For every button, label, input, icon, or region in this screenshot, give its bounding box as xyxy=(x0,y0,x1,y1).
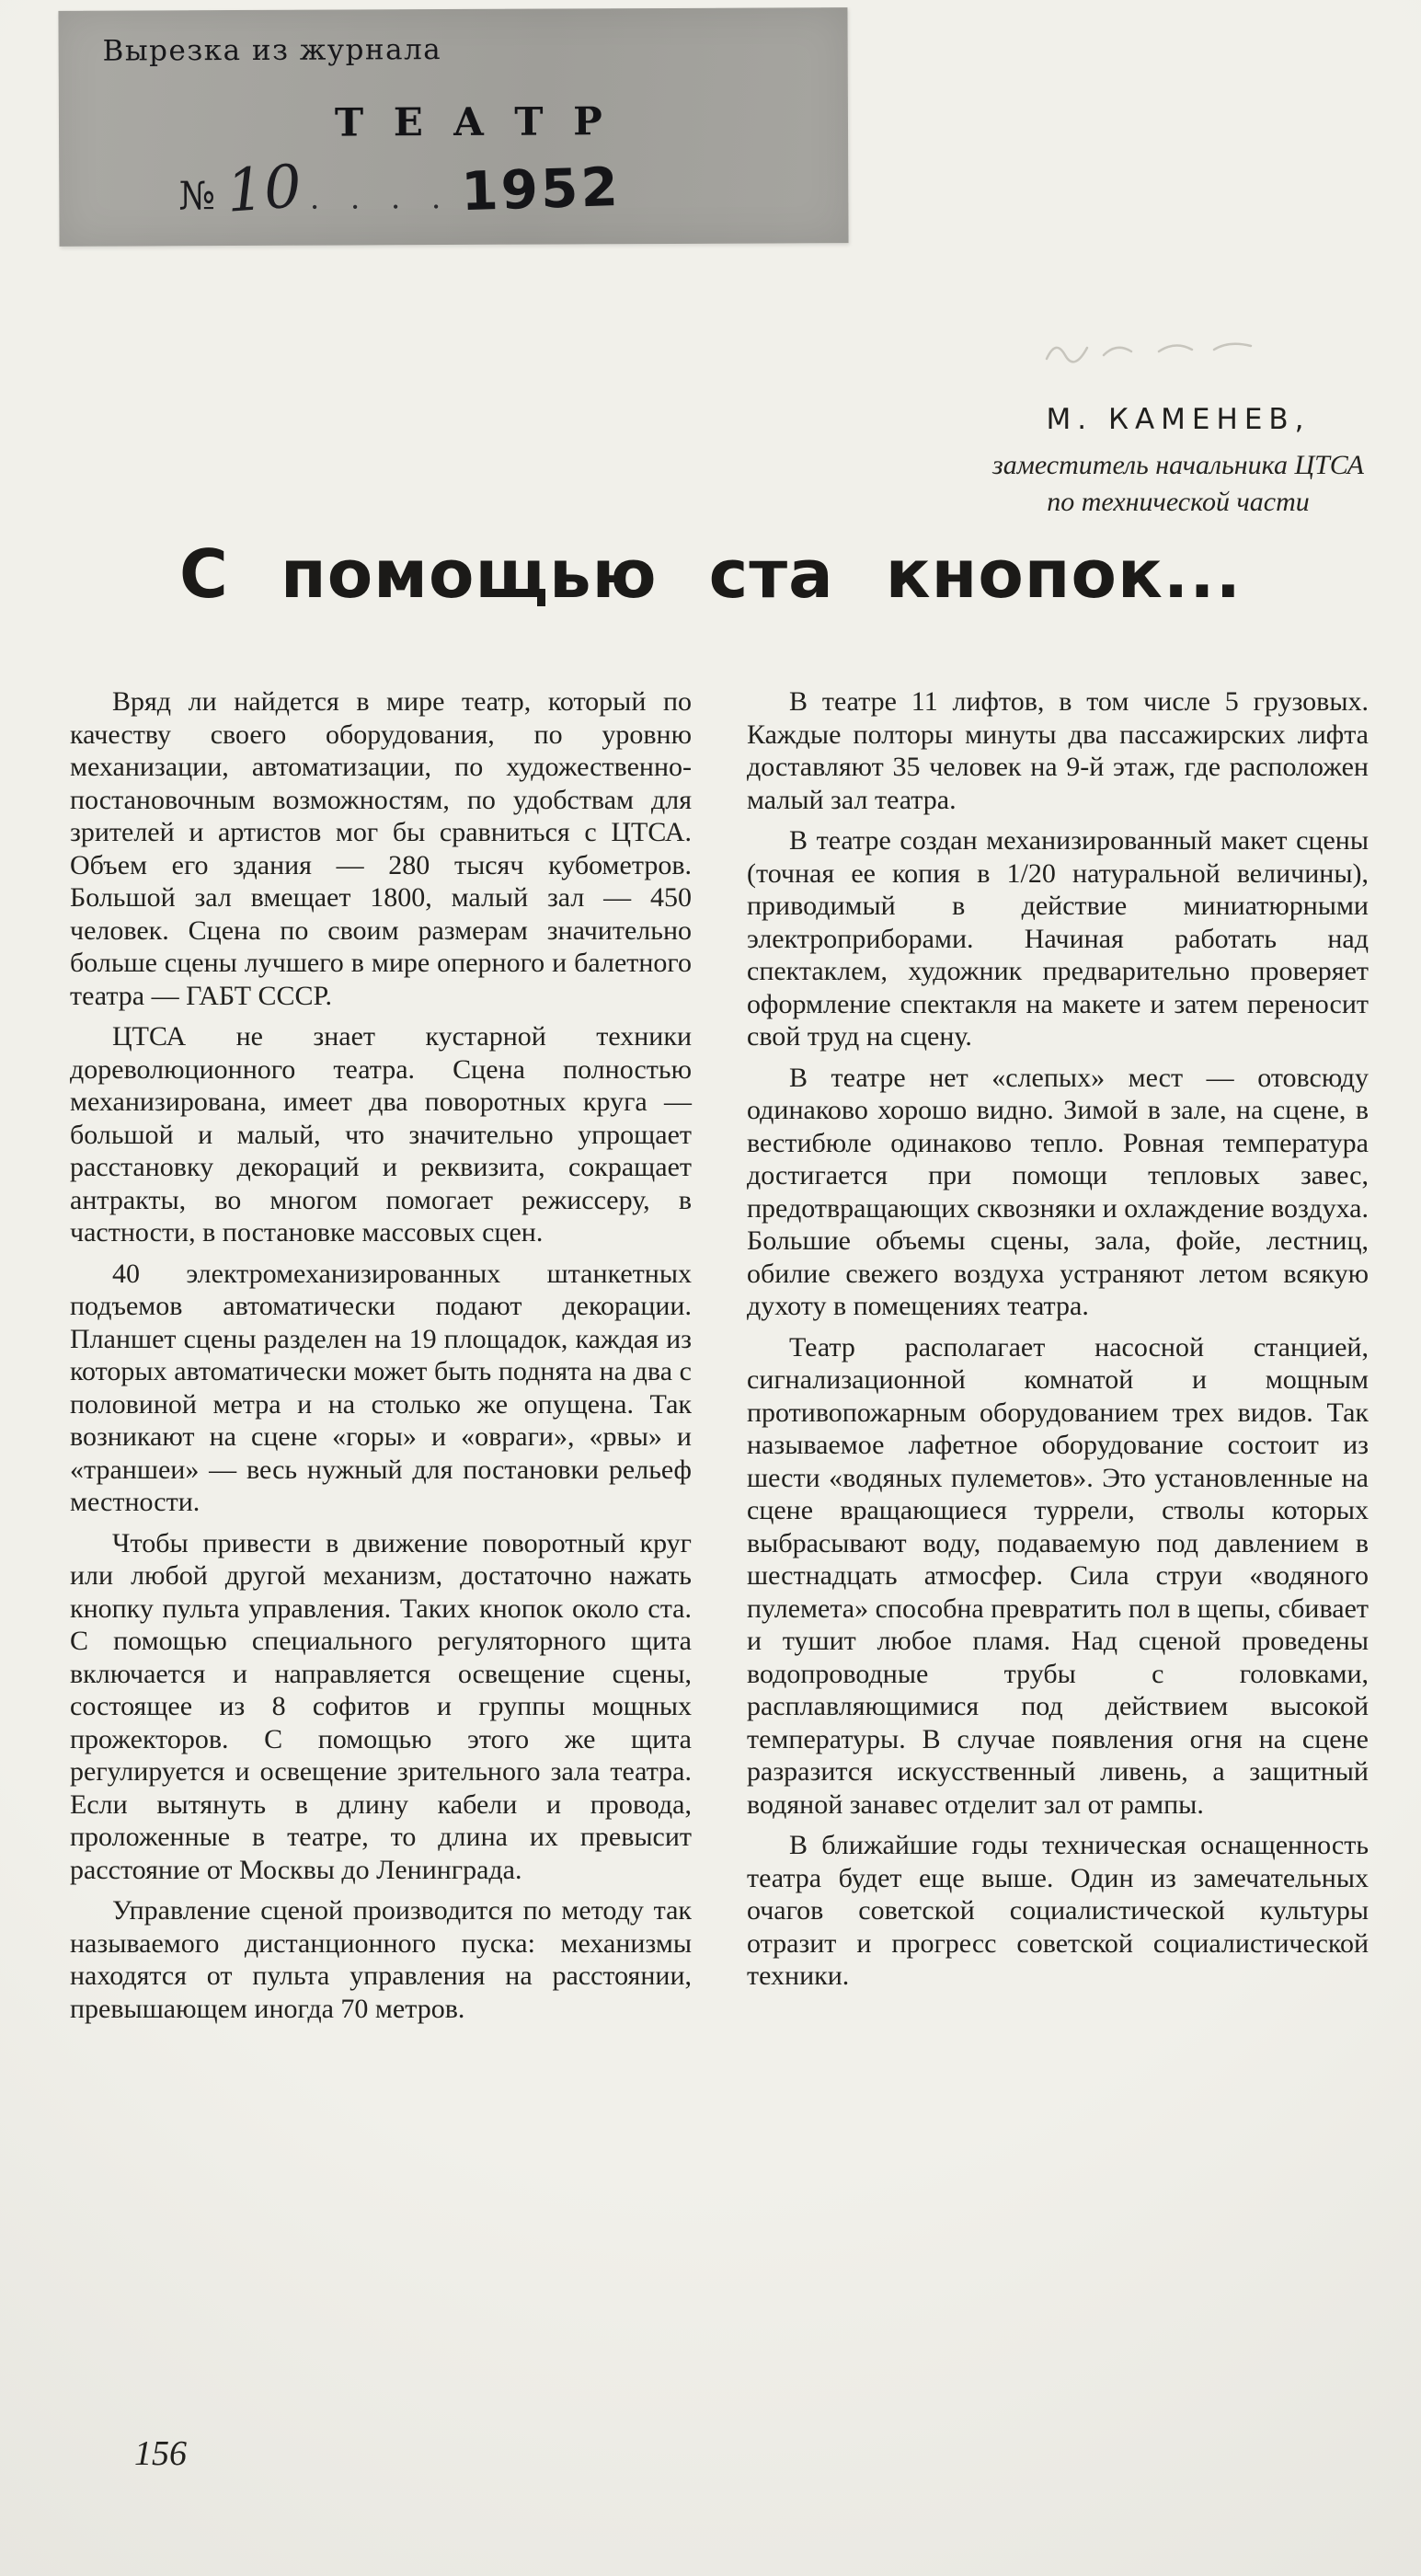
article-paragraph: Чтобы привести в движение поворотный круг или любой другой механизм, достаточно нажать кнопку пульта управления. Таких кнопок около ста. С помощью специального регуляторного щита включается и направляется освещение сцены, состоящее из 8 софитов и группы мощных прожекторов. С помощью этого же щита регулируется и освещение зрительного зала театра. Если вытянуть в длину кабели и провода, проложенные в театре, то длина их превысит расстояние от Москвы до Ленинграда. xyxy=(70,1527,692,1885)
numero-sign: № xyxy=(178,173,216,219)
article-paragraph: Вряд ли найдется в мире театр, который по качеству своего оборудования, по уровню механизации, автоматизации, по художественно-постановочным возможностям, по удобствам для зрителей и артистов мог бы сравниться с ЦТСА. Объем его здания — 280 тысяч кубометров. Большой зал вмещает 1800, малый зал — 450 человек. Сцена по своим размерам значительно больше сцены лучшего в мире оперного и балетного театра — ГАБТ СССР. xyxy=(70,686,692,1011)
article-paragraph: 40 электромеханизированных штанкетных подъемов автоматически подают декорации. Планшет сцены разделен на 19 площадок, каждая из которых автоматически может быть поднята на два с половиной метра и на столько же опущена. Так возникают на сцене «горы» и «овраги», «рвы» и «траншеи» — весь нужный для постановки рельеф местности. xyxy=(70,1258,692,1517)
article-paragraph: В театре создан механизированный макет сцены (точная ее копия в 1/20 натуральной величины), приводимый в действие миниатюрными электроприборами. Начиная работать над спектаклем, художник предварительно проверяет оформление спектакля на макете и затем переносит свой труд на сцену. xyxy=(747,825,1369,1052)
issue-line xyxy=(178,154,621,224)
left-column xyxy=(70,685,692,2033)
byline xyxy=(992,403,1364,521)
dotted-leader: . . . . . xyxy=(310,178,493,216)
article-paragraph: ЦТСА не знает кустарной техники дореволюционного театра. Сцена полностью механизирована, имеет два поворотных круга — большой и малый, что значительно упрощает расстановку декораций и реквизита, сокращает антракты, во многом помогает режиссеру, в частности, в постановке массовых сцен. xyxy=(70,1021,692,1248)
article-body xyxy=(70,685,1369,2033)
article-paragraph: В театре 11 лифтов, в том числе 5 грузовых. Каждые полторы минуты два пассажирских лифта доставляют 35 человек на 9-й этаж, где расположен малый зал театра. xyxy=(747,686,1369,815)
article-title: С помощью ста кнопок... xyxy=(179,535,1242,613)
clipping-source-label: Вырезка из журнала xyxy=(102,33,442,68)
journal-clipping-stamp xyxy=(58,7,848,247)
issue-year-stamp: 1952 xyxy=(460,155,622,224)
journal-title: Т Е А Т Р xyxy=(334,98,611,145)
article-paragraph: Театр располагает насосной станцией, сигнализационной комнатой и мощным противопожарным оборудованием трех видов. Так называемое лафетное оборудование состоит из шести «водяных пулеметов». Это установленные на сцене вращающиеся туррели, стволы которых выбрасывают воду, подаваемую под давлением в шестнадцать атмосфер. Сила струи «водяного пулемета» способна превратить пол в щепы, сбивает и тушит любое пламя. Над сценой проведены водопроводные трубы с головками, расплавляющимися под действием высокой температуры. В случае появления огня на сцене разразится искусственный ливень, а защитный водяной занавес отделит зал от рампы. xyxy=(747,1331,1369,1820)
article-paragraph: В театре нет «слепых» мест — отовсюду одинаково хорошо видно. Зимой в зале, на сцене, в вестибюле одинаково тепло. Ровная температура достигается при помощи тепловых завес, предотвращающих сквозняки и охлаждение воздуха. Большие объемы сцены, зала, фойе, лестниц, обилие свежего воздуха устраняют летом всякую духоту в помещениях театра. xyxy=(747,1062,1369,1321)
author-name: М. КАМЕНЕВ, xyxy=(1046,403,1311,436)
author-role-line-1: заместитель начальника ЦТСА xyxy=(992,450,1364,480)
article-paragraph: В ближайшие годы техническая оснащенность театра будет еще выше. Один из замечательных очагов советской социалистической культуры отразит и прогресс советской социалистической техники. xyxy=(747,1830,1369,1991)
article-paragraph: Управление сценой производится по методу так называемого дистанционного пуска: механизмы находятся от пульта управления на расстоянии, превышающем иногда 70 метров. xyxy=(70,1895,692,2024)
pencil-scribble-mark xyxy=(1039,324,1260,375)
author-role-line-2: по технической части xyxy=(1047,487,1310,517)
issue-number-handwritten: 10 xyxy=(223,152,304,226)
right-column xyxy=(747,685,1369,2033)
page-number: 156 xyxy=(134,2434,187,2473)
